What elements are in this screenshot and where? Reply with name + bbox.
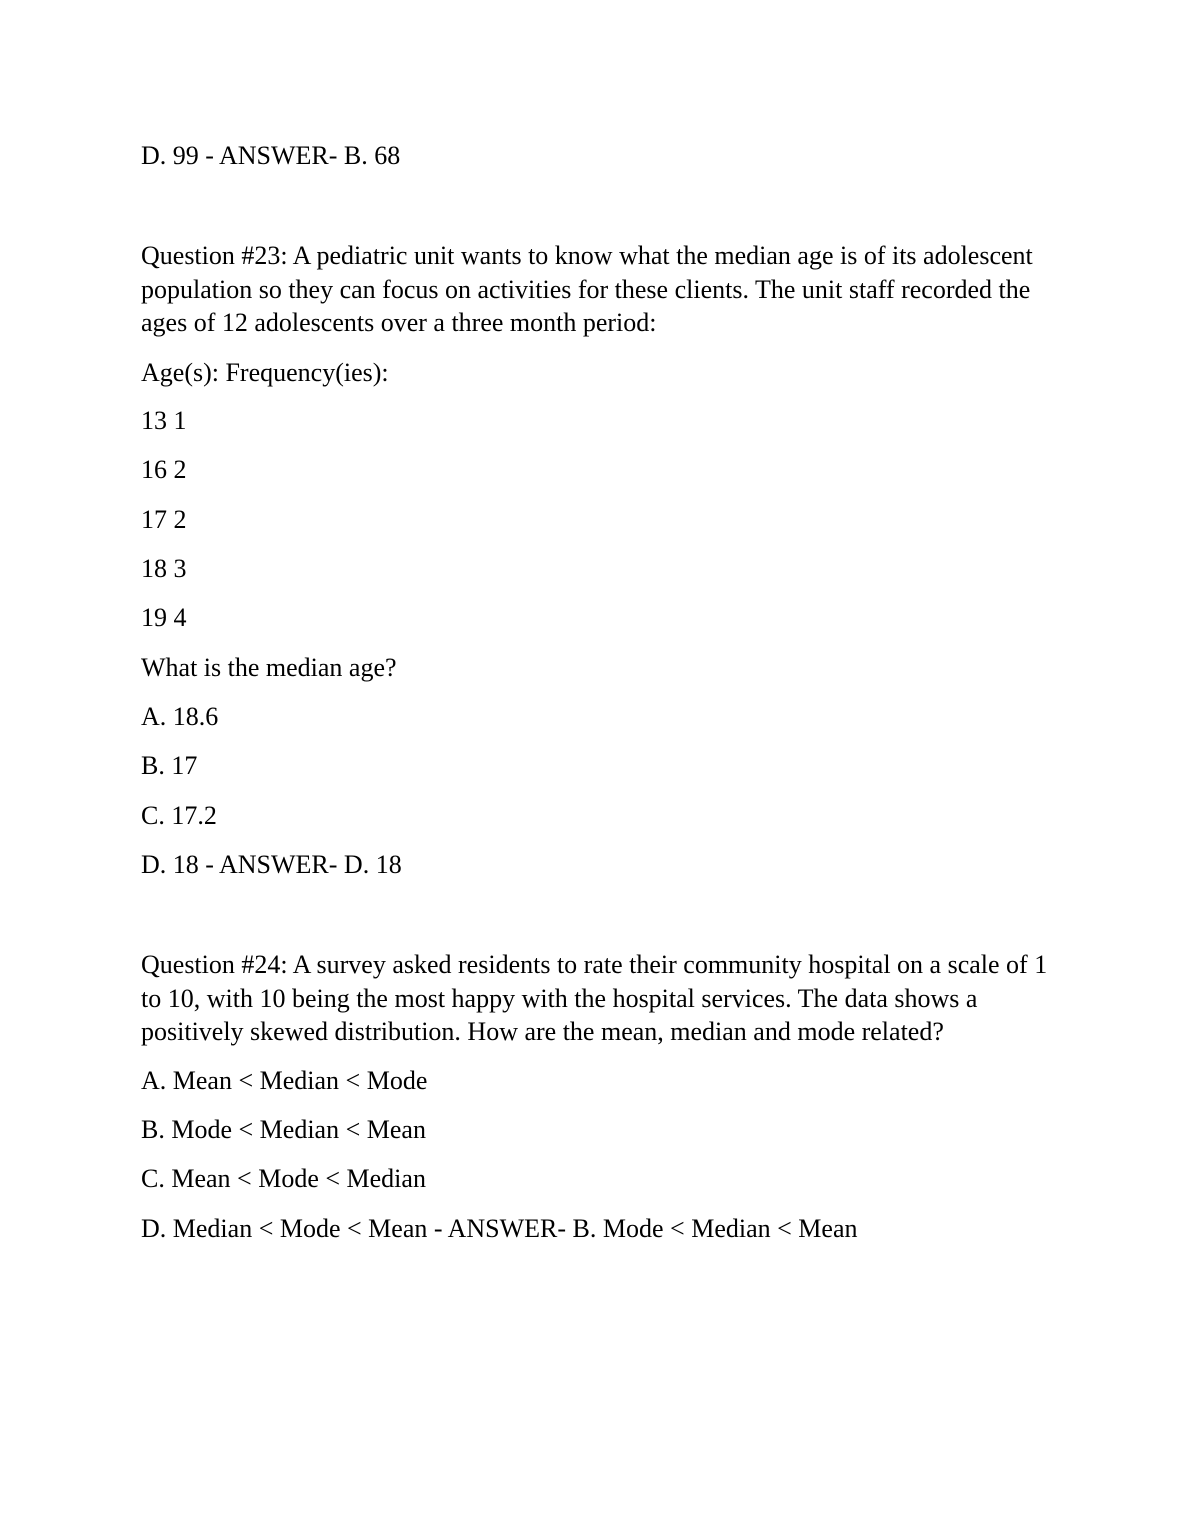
question-24-option-d: D. Median < Mode < Mean - ANSWER- B. Mode < Median < Mean (141, 1214, 858, 1243)
age-frequency-row: 17 2 (141, 505, 187, 534)
age-frequency-row: 19 4 (141, 603, 187, 632)
question-23-text: Question #23: A pediatric unit wants to know what the median age is of its adolescent population so they can focus on activities for these clients. The unit staff recorded the ages of 12 adolescents over a three month period: (141, 241, 1033, 337)
age-frequency-row: 18 3 (141, 554, 187, 583)
question-24-option-b: B. Mode < Median < Mean (141, 1115, 426, 1144)
question-24-text: Question #24: A survey asked residents to rate their community hospital on a scale of 1 to 10, with 10 being the most happy with the hospital services. The data shows a positively skewed distribution. How are the mean, median and mode related? (141, 950, 1048, 1046)
question-24-option-c: C. Mean < Mode < Median (141, 1164, 426, 1193)
table-header: Age(s): Frequency(ies): (141, 358, 389, 387)
age-frequency-row: 16 2 (141, 455, 187, 484)
question-23-prompt: What is the median age? (141, 653, 397, 682)
question-23-option-d: D. 18 - ANSWER- D. 18 (141, 850, 402, 879)
question-23-option-c: C. 17.2 (141, 801, 217, 830)
previous-answer: D. 99 - ANSWER- B. 68 (141, 141, 401, 170)
question-23-option-b: B. 17 (141, 751, 198, 780)
question-23-option-a: A. 18.6 (141, 702, 219, 731)
question-24-option-a: A. Mean < Median < Mode (141, 1066, 428, 1095)
age-frequency-row: 13 1 (141, 406, 187, 435)
